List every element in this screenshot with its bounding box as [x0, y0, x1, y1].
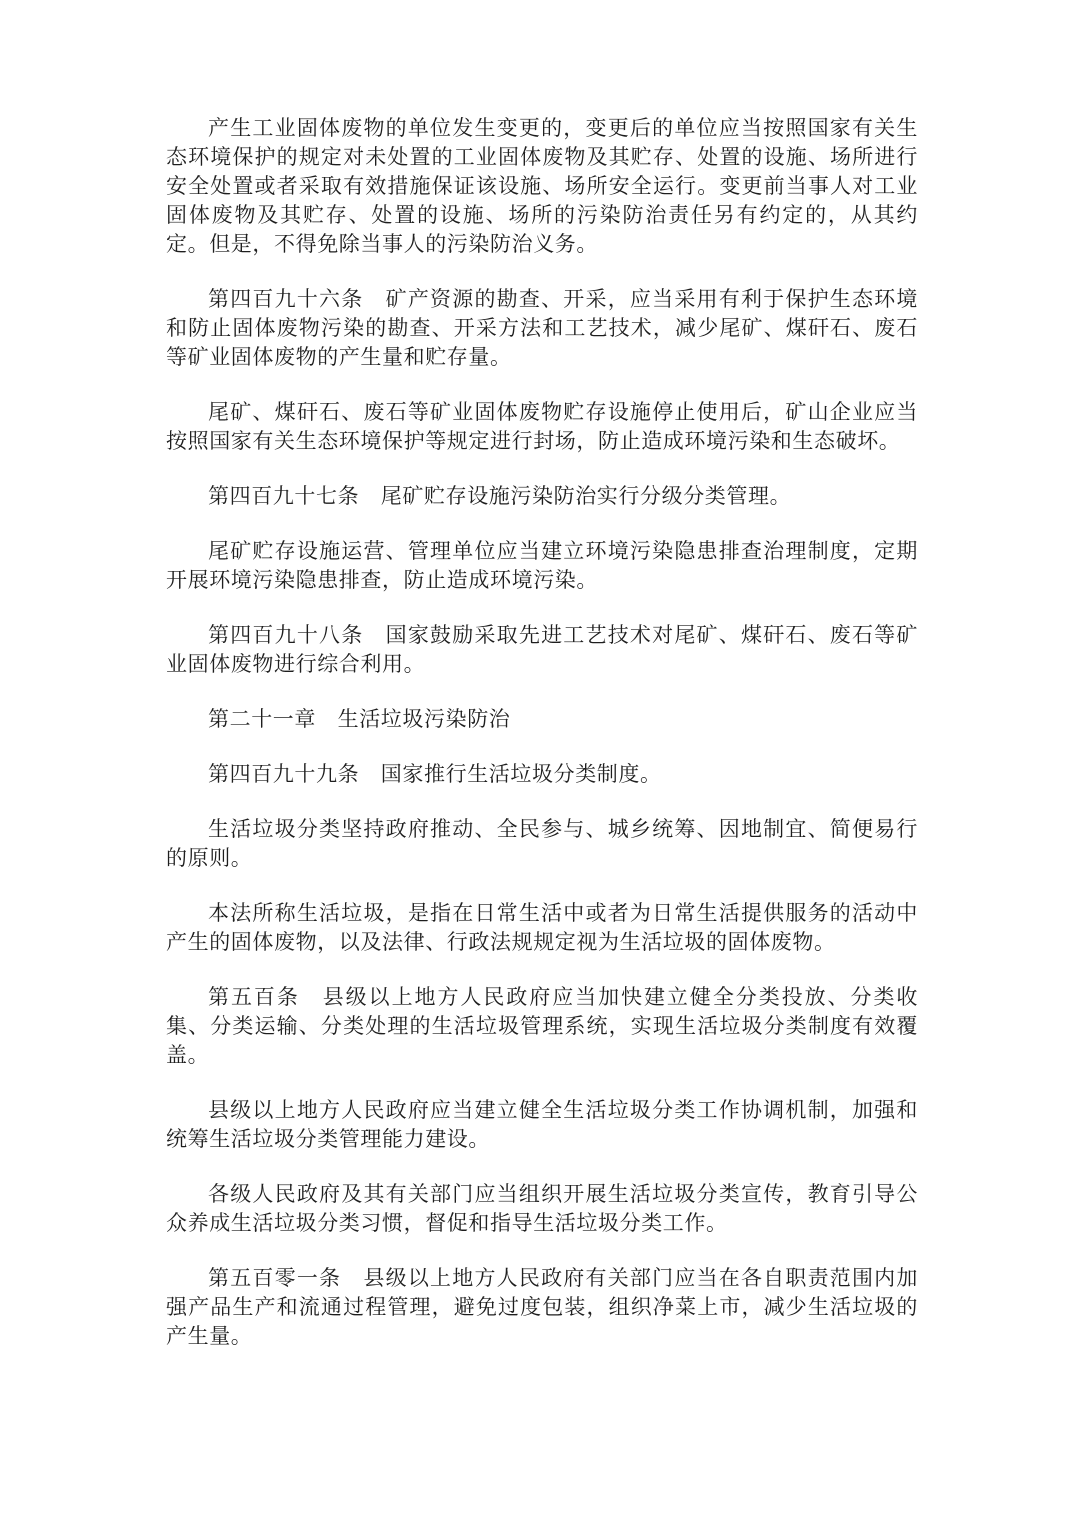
- paragraph-article-499: 第四百九十九条 国家推行生活垃圾分类制度。: [208, 762, 662, 786]
- paragraph-tailings-closure: 尾矿、煤矸石、废石等矿业固体废物贮存设施停止使用后，矿山企业应当按照国家有关生态环境保护等规定进行封场，防止造成环境污染和生态破坏。: [166, 400, 918, 453]
- paragraph-tailings-inspection: 尾矿贮存设施运营、管理单位应当建立环境污染隐患排查治理制度，定期开展环境污染隐患排查，防止造成环境污染。: [166, 539, 918, 592]
- paragraph-publicity-education: 各级人民政府及其有关部门应当组织开展生活垃圾分类宣传，教育引导公众养成生活垃圾分类习惯，督促和指导生活垃圾分类工作。: [166, 1182, 918, 1235]
- paragraph-classification-principles: 生活垃圾分类坚持政府推动、全民参与、城乡统筹、因地制宜、简便易行的原则。: [166, 817, 918, 870]
- paragraph-article-498: 第四百九十八条 国家鼓励采取先进工艺技术对尾矿、煤矸石、废石等矿业固体废物进行综合利用。: [166, 623, 918, 676]
- paragraph-article-501: 第五百零一条 县级以上地方人民政府有关部门应当在各自职责范围内加强产品生产和流通过程管理，避免过度包装，组织净菜上市，减少生活垃圾的产生量。: [166, 1266, 918, 1348]
- paragraph-domestic-waste-definition: 本法所称生活垃圾，是指在日常生活中或者为日常生活提供服务的活动中产生的固体废物，以及法律、行政法规规定视为生活垃圾的固体废物。: [166, 901, 918, 954]
- paragraph-article-496: 第四百九十六条 矿产资源的勘查、开采，应当采用有利于保护生态环境和防止固体废物污染的勘查、开采方法和工艺技术，减少尾矿、煤矸石、废石等矿业固体废物的产生量和贮存量。: [166, 287, 918, 369]
- paragraph-article-500: 第五百条 县级以上地方人民政府应当加快建立健全分类投放、分类收集、分类运输、分类处理的生活垃圾管理系统，实现生活垃圾分类制度有效覆盖。: [166, 985, 918, 1067]
- paragraph-transfer-of-unit: 产生工业固体废物的单位发生变更的，变更后的单位应当按照国家有关生态环境保护的规定对未处置的工业固体废物及其贮存、处置的设施、场所进行安全处置或者采取有效措施保证该设施、场所安全运行。变更前当事人对工业固体废物及其贮存、处置的设施、场所的污染防治责任另有约定的，从其约定。但是，不得免除当事人的污染防治义务。: [166, 116, 918, 256]
- paragraph-coordination-mechanism: 县级以上地方人民政府应当建立健全生活垃圾分类工作协调机制，加强和统筹生活垃圾分类管理能力建设。: [166, 1098, 918, 1151]
- paragraph-article-497: 第四百九十七条 尾矿贮存设施污染防治实行分级分类管理。: [208, 484, 792, 508]
- document-page: [166, 114, 918, 1377]
- chapter-heading-21: 第二十一章 生活垃圾污染防治: [208, 707, 511, 731]
